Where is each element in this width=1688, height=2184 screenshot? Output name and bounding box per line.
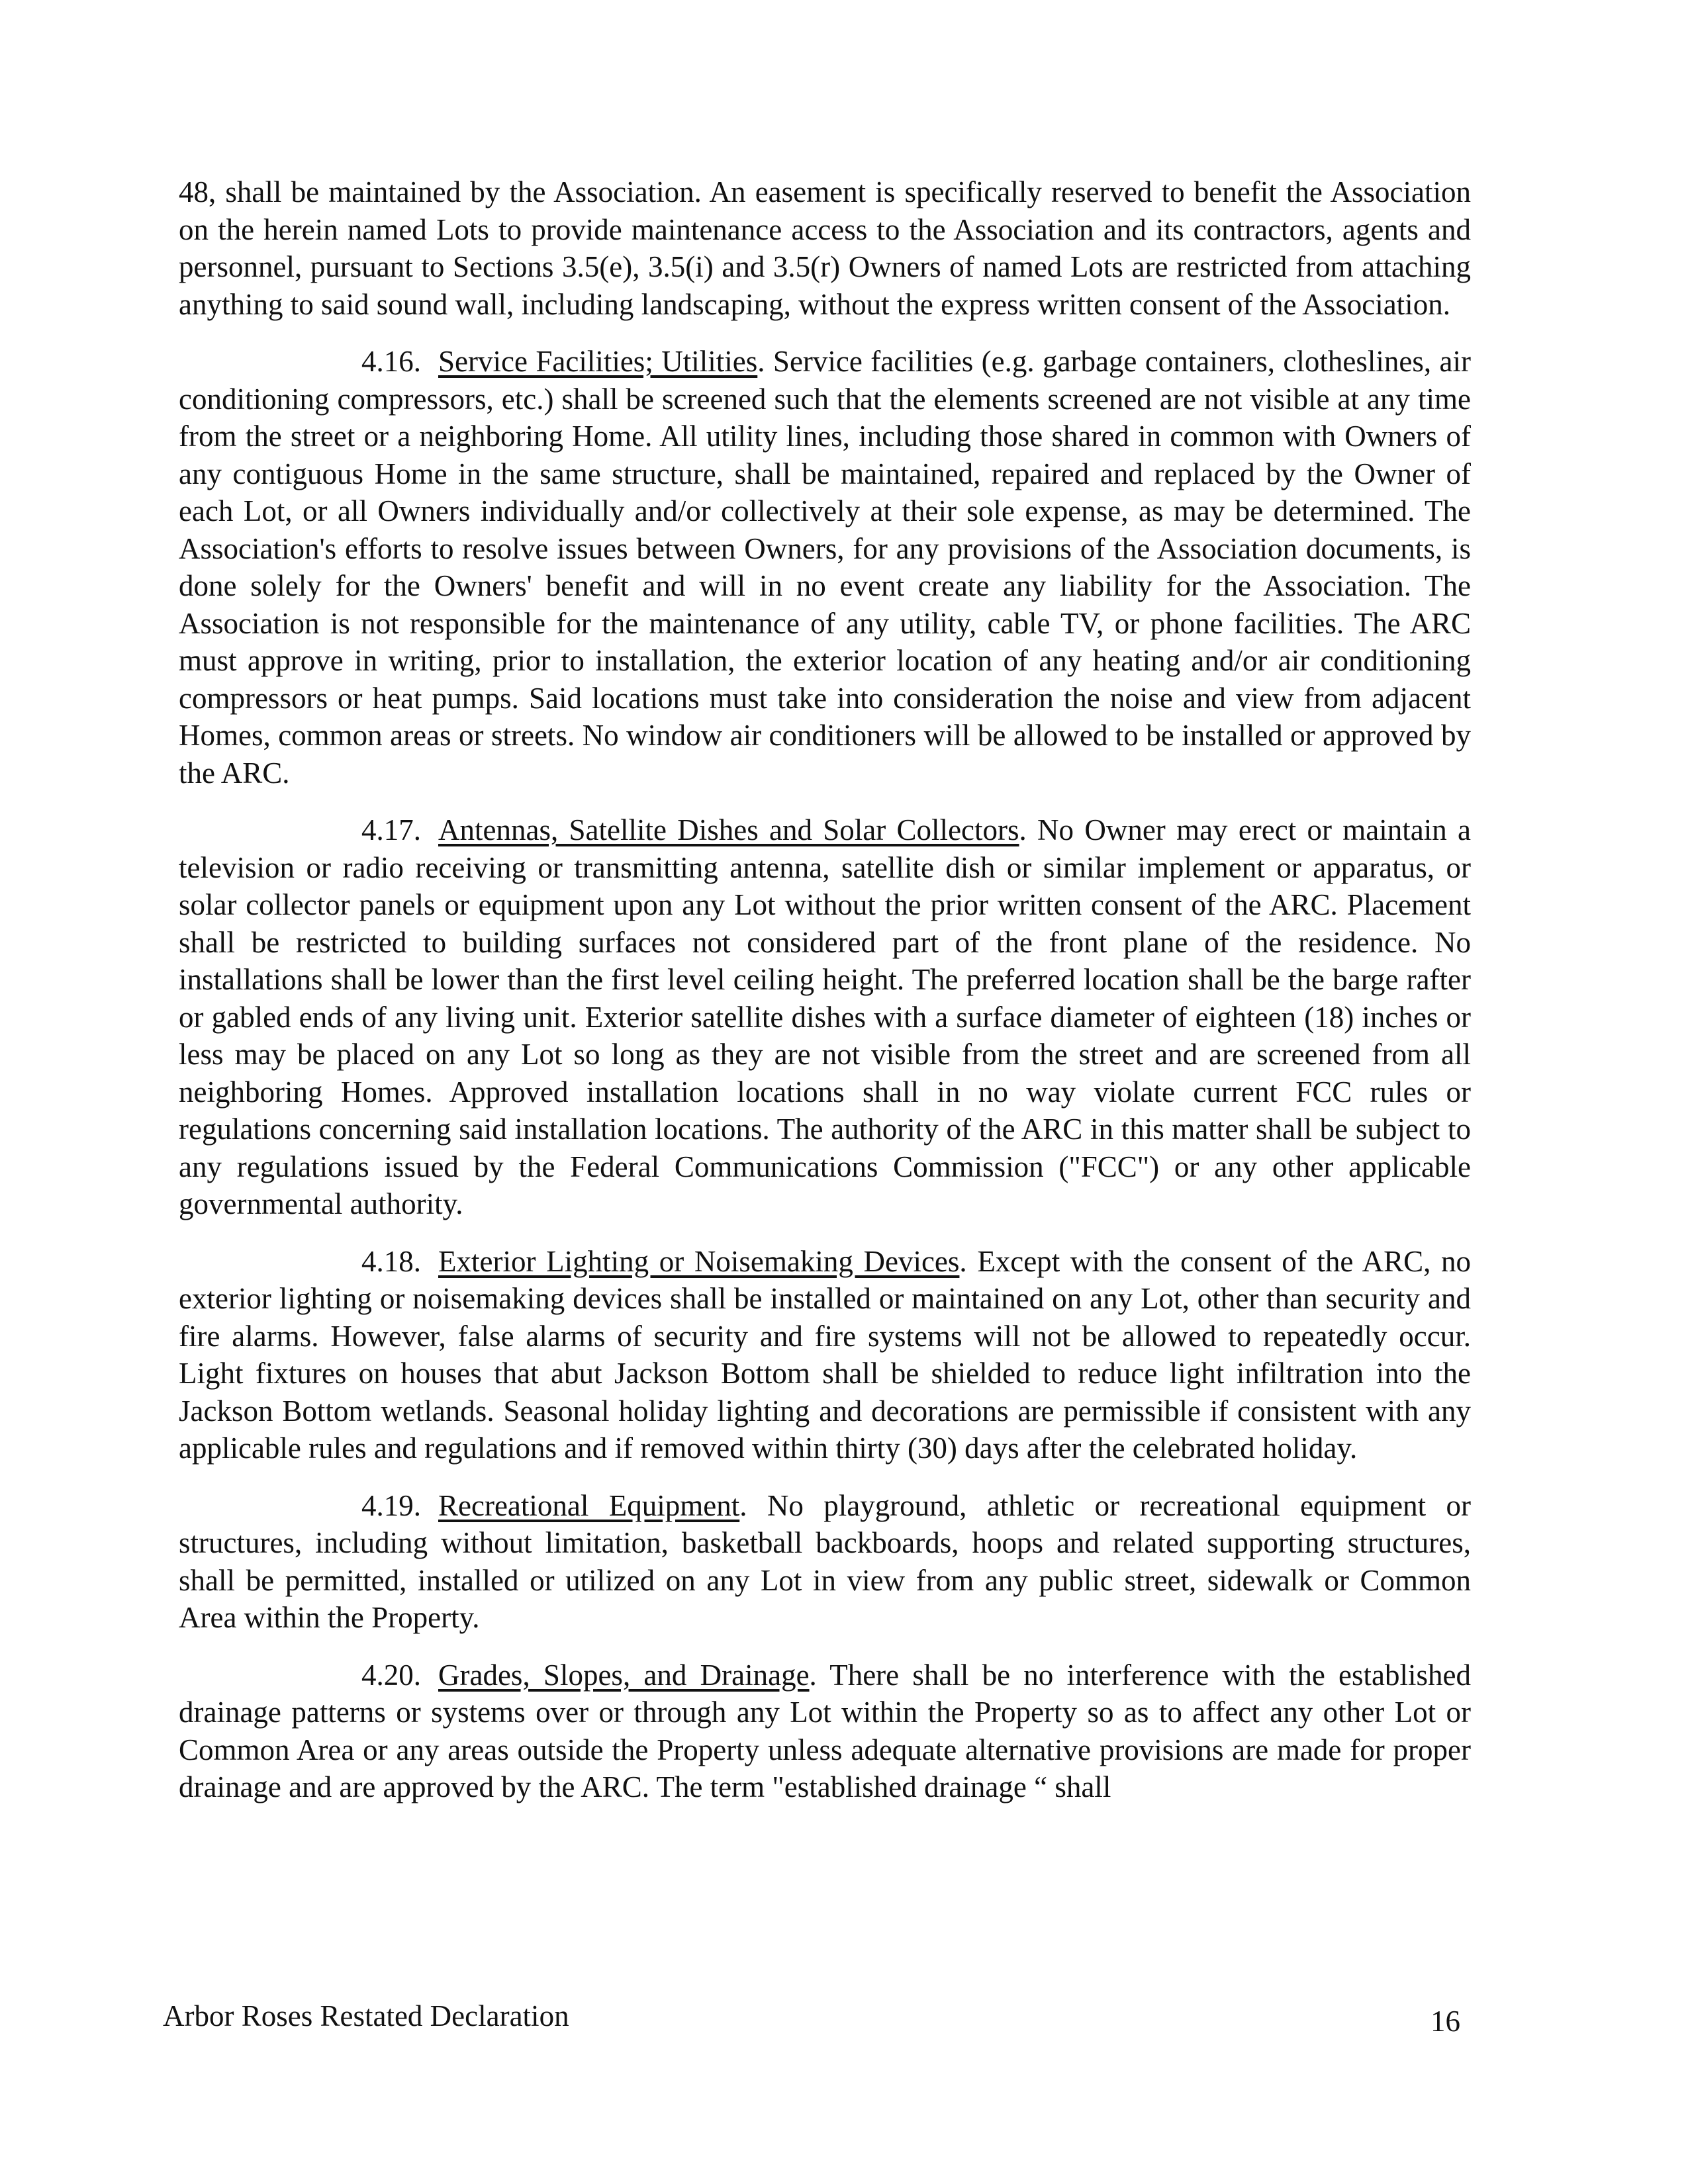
document-body [179, 173, 1471, 1826]
section-text: . No playground, athletic or recreational equipment or structures, including without limitation, basketball backboards, hoops and related supporting structures, shall be permitted, installed or utilized on any Lot in view from any public street, sidewalk or Common Area within the Property. [179, 1488, 1471, 1634]
section-title: Exterior Lighting or Noisemaking Devices [438, 1244, 960, 1278]
section-number: 4.16. [361, 345, 421, 378]
section-title: Antennas, Satellite Dishes and Solar Collectors [438, 813, 1019, 846]
page-number: 16 [1430, 2005, 1460, 2038]
section-number: 4.19. [361, 1488, 421, 1522]
section-title: Service Facilities; Utilities [438, 345, 758, 378]
continuation-paragraph: 48, shall be maintained by the Association. An easement is specifically reserved to benefit the Association on the herein named Lots to provide maintenance access to the Association and its contractors, agents and personnel, pursuant to Sections 3.5(e), 3.5(i) and 3.5(r) Owners of named Lots are restricted from attaching anything to said sound wall, including landscaping, without the express written consent of the Association. [179, 175, 1471, 321]
section-number: 4.17. [361, 813, 421, 846]
section-4-17 [179, 811, 1471, 1223]
section-title: Recreational Equipment [438, 1488, 740, 1522]
section-4-16 [179, 343, 1471, 792]
section-title: Grades, Slopes, and Drainage [438, 1658, 810, 1692]
section-4-19 [179, 1487, 1471, 1637]
footer-title: Arbor Roses Restated Declaration [163, 1999, 569, 2032]
section-4-18 [179, 1243, 1471, 1467]
section-number: 4.20. [361, 1658, 421, 1692]
section-text: . No Owner may erect or maintain a television or radio receiving or transmitting antenna, satellite dish or similar implement or apparatus, or solar collector panels or equipment upon any Lot without the prior written consent of the ARC. Placement shall be restricted to building surfaces not considered part of the front plane of the residence. No installations shall be lower than the first level ceiling height. The preferred location shall be the barge rafter or gabled ends of any living unit. Exterior satellite dishes with a surface diameter of eighteen (18) inches or less may be placed on any Lot so long as they are not visible from the street and are screened from all neighboring Homes. Approved installation locations shall in no way violate current FCC rules or regulations concerning said installation locations. The authority of the ARC in this matter shall be subject to any regulations issued by the Federal Communications Commission ("FCC") or any other applicable governmental authority. [179, 813, 1472, 1220]
section-4-20 [179, 1657, 1471, 1806]
section-text: . There shall be no interference with the established drainage patterns or systems over or through any Lot within the Property so as to affect any other Lot or Common Area or any areas outside the Property unless adequate alternative provisions are made for proper drainage and are approved by the ARC. The term "established drainage “ shall [179, 1658, 1471, 1803]
section-text: . Except with the consent of the ARC, no exterior lighting or noisemaking devices shall be installed or maintained on any Lot, other than security and fire alarms. However, false alarms of security and fire systems will not be allowed to repeatedly occur. Light fixtures on houses that abut Jackson Bottom shall be shielded to reduce light infiltration into the Jackson Bottom wetlands. Seasonal holiday lighting and decorations are permissible if consistent with any applicable rules and regulations and if removed within thirty (30) days after the celebrated holiday. [179, 1244, 1472, 1465]
section-text: . Service facilities (e.g. garbage containers, clotheslines, air conditioning compressors, etc.) shall be screened such that the elements screened are not visible at any time from the street or a neighboring Home. All utility lines, including those shared in common with Owners of any contiguous Home in the same structure, shall be maintained, repaired and replaced by the Owner of each Lot, or all Owners individually and/or collectively at their sole expense, as may be determined. The Association's efforts to resolve issues between Owners, for any provisions of the Association documents, is done solely for the Owners' benefit and will in no event create any liability for the Association. The Association is not responsible for the maintenance of any utility, cable TV, or phone facilities. The ARC must approve in writing, prior to installation, the exterior location of any heating and/or air conditioning compressors or heat pumps. Said locations must take into consideration the noise and view from adjacent Homes, common areas or streets. No window air conditioners will be allowed to be installed or approved by the ARC. [179, 345, 1471, 790]
section-number: 4.18. [361, 1244, 421, 1278]
